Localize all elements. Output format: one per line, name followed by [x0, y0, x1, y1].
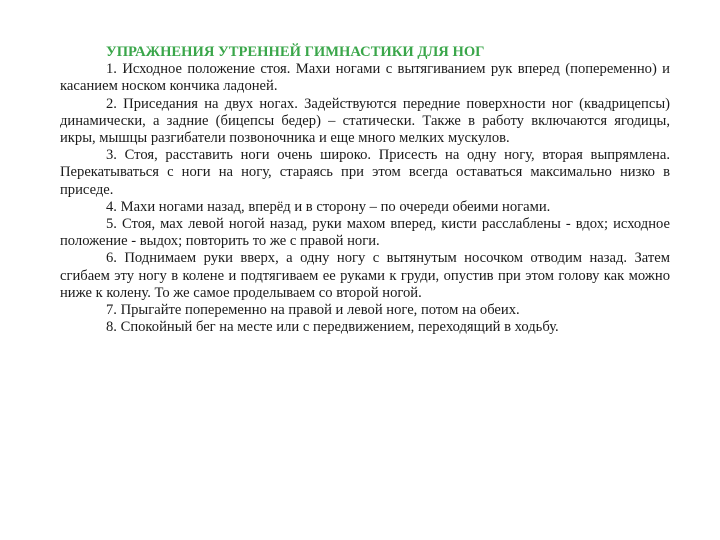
exercise-paragraph-8: 8. Спокойный бег на месте или с передвижением, переходящий в ходьбу.	[106, 319, 559, 336]
exercise-paragraph-7: 7. Прыгайте попеременно на правой и левой ноге, потом на обеих.	[106, 302, 520, 319]
exercise-paragraph-5: 5. Стоя, мах левой ногой назад, руки махом вперед, кисти расслаблены - вдох; исходное положение - выдох; повторить то же с правой ноги.	[60, 216, 670, 250]
exercise-paragraph-2: 2. Приседания на двух ногах. Задействуются передние поверхности ног (квадрицепсы) динамически, а задние (бицепсы бедер) – статически. Также в работу включаются ягодицы, икры, мышцы разгибатели позвоночника и еще много мелких мускулов.	[60, 95, 670, 147]
exercise-paragraph-1: 1. Исходное положение стоя. Махи ногами с вытягиванием рук вперед (попеременно) и касанием носком кончика ладоней.	[60, 61, 670, 95]
exercise-paragraph-6: 6. Поднимаем руки вверх, а одну ногу с вытянутым носочком отводим назад. Затем сгибаем эту ногу в колене и подтягиваем ее руками к груди, опустив при этом голову как можно ниже к колену. То же самое проделываем со второй ногой.	[60, 250, 670, 301]
exercise-paragraph-4: 4. Махи ногами назад, вперёд и в сторону – по очереди обеими ногами.	[106, 198, 551, 215]
exercise-text-block	[60, 44, 670, 336]
page-title: УПРАЖНЕНИЯ УТРЕННЕЙ ГИМНАСТИКИ ДЛЯ НОГ	[106, 44, 485, 60]
exercise-paragraph-3: 3. Стоя, расставить ноги очень широко. Присесть на одну ногу, вторая выпрямлена. Перекатываться с ноги на ногу, стараясь при этом всегда оставаться максимально низко в приседе.	[60, 147, 670, 198]
